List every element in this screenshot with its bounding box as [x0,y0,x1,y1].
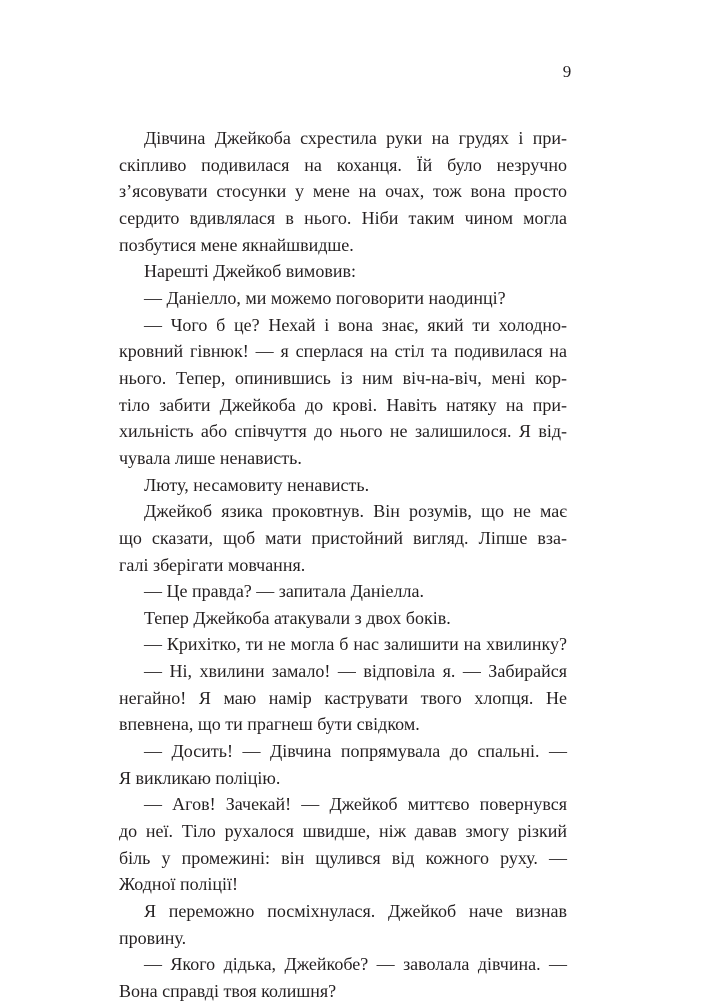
text-line: що сказати, щоб мати пристойний вигляд. Ліпше взa- [119,527,567,548]
text-line: сердито вдивлялася в нього. Ніби таким чином могла [119,207,567,228]
text-line: Я переможно посміхнулася. Джейкоб наче визнав [144,901,567,922]
text-line: — Це правда? — запитала Даніелла. [144,581,424,602]
text-line: Дівчина Джейкоба схрестила руки на грудях і при- [144,128,567,148]
body-text [119,125,567,1005]
text-line: з’ясовувати стосунки у мене на очах, тож вона просто [119,181,567,202]
text-line: — Ні, хвилини замало! — відповіла я. — Забирайся [144,661,567,682]
text-line: Тепер Джейкоба атакували з двох боків. [144,607,451,628]
text-line: тіло забити Джейкоба до крові. Навіть натяку на при- [119,394,567,415]
text-line: нього. Тепер, опинившись із ним віч-на-віч, мені кор- [119,367,567,388]
text-line: — Крихітко, ти не могла б нас залишити на хвилинку? [144,634,567,655]
text-line: Нарешті Джейкоб вимовив: [144,261,356,282]
text-line: — Чого б це? Нехай і вона знає, який ти холодно- [144,314,567,335]
text-line: провину. [119,927,187,948]
text-line: Я викликаю поліцію. [119,767,281,788]
text-line: впевнена, що ти прагнеш бути свідком. [119,714,420,735]
text-line: — Якого дідька, Джейкобе? — заволала дівчина. — [144,954,567,975]
text-line: Вона справді твоя колишня? [119,981,337,1001]
text-line: чувала лише ненависть. [119,447,302,468]
text-line: позбутися мене якнайшвидше. [119,234,354,255]
text-line: до неї. Тіло рухалося швидше, ніж давав змогу різкий [119,821,567,842]
text-line: хильність або співчуття до нього не залишилося. Я від- [119,421,567,442]
text-line: галі зберігати мовчання. [119,554,306,575]
text-line: — Досить! — Дівчина попрямувала до спальні. — [144,741,567,762]
text-line: Джейкоб язика проковтнув. Він розумів, що не має [144,501,567,522]
text-line: Люту, несамовиту ненависть. [144,474,370,495]
text-line: біль у промежині: він щулився від кожного руху. — [119,847,567,868]
text-line: Жодної поліції! [119,874,238,895]
page-number: 9 [562,62,572,81]
text-line: кровний гівнюк! — я сперлася на стіл та подивилася на [119,341,567,362]
text-line: — Даніелло, ми можемо поговорити наодинці? [144,287,506,308]
text-line: скіпливо подивилася на коханця. Їй було незручно [119,154,567,175]
text-line: — Агов! Зачекай! — Джейкоб миттєво повернувся [144,794,567,815]
text-line: негайно! Я маю намір каструвати твого хлопця. Не [119,687,567,708]
